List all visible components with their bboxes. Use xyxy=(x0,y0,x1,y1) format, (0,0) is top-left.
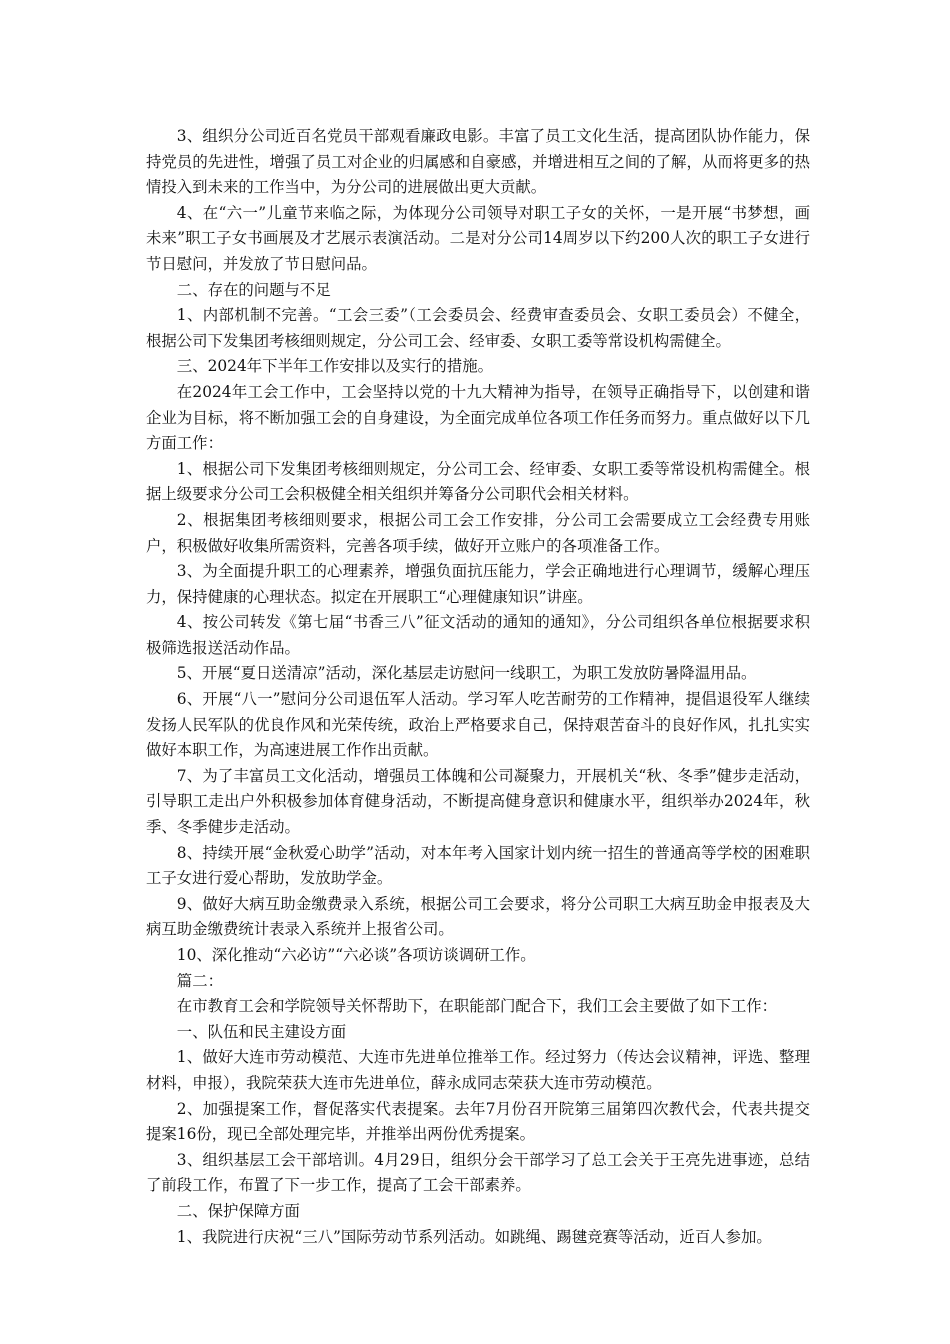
paragraph: 1、做好大连市劳动模范、大连市先进单位推举工作。经过努力（传达会议精神，评选、整理材料，申报），我院荣获大连市先进单位，薛永成同志荣获大连市劳动模范。 xyxy=(146,1048,810,1092)
paragraph: 8、持续开展“金秋爱心助学”活动，对本年考入国家计划内统一招生的普通高等学校的困难职工子女进行爱心帮助，发放助学金。 xyxy=(146,843,810,888)
paragraph: 1、我院进行庆祝“三八”国际劳动节系列活动。如跳绳、踢毽竞赛等活动，近百人参加。 xyxy=(176,1227,772,1246)
paragraph: 3、为全面提升职工的心理素养，增强负面抗压能力，学会正确地进行心理调节，缓解心理压力，保持健康的心理状态。拟定在开展职工“心理健康知识”讲座。 xyxy=(146,562,810,606)
paragraph: 4、按公司转发《第七届“书香三八”征文活动的通知的通知》，分公司组织各单位根据要求积极筛选报送活动作品。 xyxy=(146,613,810,657)
paragraph: 1、根据公司下发集团考核细则规定，分公司工会、经审委、女职工委等常设机构需健全。根据上级要求分公司工会积极健全相关组织并筹备分公司职代会相关材料。 xyxy=(146,459,810,504)
section-heading: 三、2024年下半年工作安排以及实行的措施。 xyxy=(176,357,493,376)
paragraph: 3、组织分公司近百名党员干部观看廉政电影。丰富了员工文化生活，提高团队协作能力，保持党员的先进性，增强了员工对企业的归属感和自豪感，并增进相互之间的了解，从而将更多的热情投入到未来的工作当中，为分公司的进展做出更大贡献。 xyxy=(146,127,810,197)
paragraph: 6、开展“八一”慰问分公司退伍军人活动。学习军人吃苦耐劳的工作精神，提倡退役军人继续发扬人民军队的优良作风和光荣传统，政治上严格要求自己，保持艰苦奋斗的良好作风，扎扎实实做好本职工作，为高速进展工作作出贡献。 xyxy=(146,690,810,760)
paragraph: 1、内部机制不完善。“工会三委”（工会委员会、经费审查委员会、女职工委员会）不健全，根据公司下发集团考核细则规定，分公司工会、经审委、女职工委等常设机构需健全。 xyxy=(146,306,810,350)
paragraph: 3、组织基层工会干部培训。4月29日，组织分会干部学习了总工会关于王亮先进事迹，总结了前段工作，布置了下一步工作，提高了工会干部素养。 xyxy=(146,1150,810,1195)
section-heading: 一、队伍和民主建设方面 xyxy=(176,1022,347,1041)
section-heading: 二、保护保障方面 xyxy=(176,1201,300,1220)
paragraph: 4、在“六一”儿童节来临之际，为体现分公司领导对职工子女的关怀，一是开展“书梦想，画未来”职工子女书画展及才艺展示表演活动。二是对分公司14周岁以下约200人次的职工子女进行节日慰问，并发放了节日慰问品。 xyxy=(146,203,810,273)
paragraph: 9、做好大病互助金缴费录入系统，根据公司工会要求，将分公司职工大病互助金申报表及大病互助金缴费统计表录入系统并上报省公司。 xyxy=(146,894,810,939)
paragraph: 10、深化推动“六必访”“六必谈”各项访谈调研工作。 xyxy=(176,946,536,964)
paragraph: 2、加强提案工作，督促落实代表提案。去年7月份召开院第三届第四次教代会，代表共提交提案16份，现已全部处理完毕，并推举出两份优秀提案。 xyxy=(146,1099,810,1144)
document-body xyxy=(146,124,810,1250)
section-heading: 二、存在的问题与不足 xyxy=(176,280,331,299)
paragraph: 5、开展“夏日送清凉”活动，深化基层走访慰问一线职工，为职工发放防暑降温用品。 xyxy=(176,664,757,683)
paragraph: 在市教育工会和学院领导关怀帮助下，在职能部门配合下，我们工会主要做了如下工作： xyxy=(176,997,778,1016)
paragraph: 7、为了丰富员工文化活动，增强员工体魄和公司凝聚力，开展机关“秋、冬季”健步走活动，引导职工走出户外积极参加体育健身活动，不断提高健身意识和健康水平，组织举办2024年，秋季、冬季健步走活动。 xyxy=(146,766,810,837)
section-heading: 篇二： xyxy=(176,971,223,990)
paragraph: 在2024年工会工作中，工会坚持以党的十九大精神为指导，在领导正确指导下，以创建和谐企业为目标，将不断加强工会的自身建设，为全面完成单位各项工作任务而努力。重点做好以下几方面工作： xyxy=(146,382,810,453)
paragraph: 2、根据集团考核细则要求，根据公司工会工作安排，分公司工会需要成立工会经费专用账户，积极做好收集所需资料，完善各项手续，做好开立账户的各项准备工作。 xyxy=(146,510,810,555)
